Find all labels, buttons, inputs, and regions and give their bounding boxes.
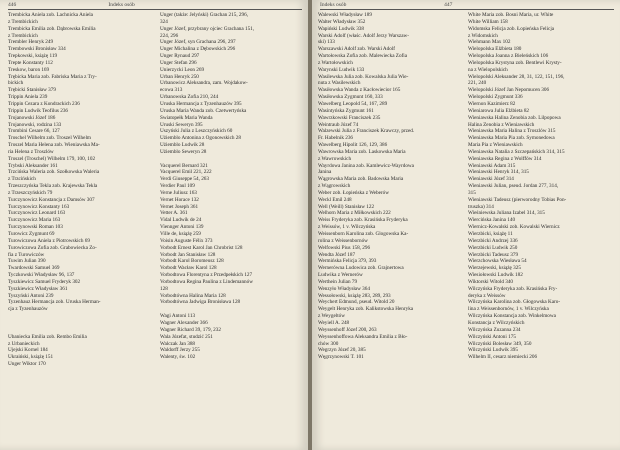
index-entry: Trojanowski, rodzina 133 [8,121,62,128]
index-spacer [160,306,300,313]
index-entry: Uruska Maria Wanda zob. Czetwertyńska [160,107,247,114]
index-entry: Wilczyński Ludwik 395 [468,347,518,354]
index-entry: lina z Weissenbornów, 1 v. Wilczyńska [468,306,549,313]
index-entry: Vorbodt Jan Stanisław 128 [160,251,216,258]
index-entry: Wieniawska Maria Halina z Troszlów 315 [468,128,556,135]
index-entry: Halina Zenobia z Wieniawskich [468,121,535,128]
index-entry: Vorbodtowa Florentyna z Przedpełskich 127 [160,272,253,279]
index-entry: Weissenborn Karolina zob. Glogowska Ka- [318,231,409,237]
index-entry: Vernet Joseph 361 [160,203,199,210]
index-entry: na z Wielopolskich [468,66,508,73]
index-entry: Urbanowicz Aleksandra, zam. Wojdakow- [160,80,248,87]
index-entry: Wierzchowska Wiesława 54 [468,258,527,265]
index-entry: Wegrzyn Józef 20, 385 [318,347,366,354]
index-entry: Wenzyło Władysław 364 [318,285,370,292]
index-entry: Trippin Aniela 239 [8,94,48,101]
index-entry: Wilczyński Bolesław 349, 350 [468,340,532,347]
index-entry: White William 158 [468,18,508,25]
index-entry: Wiehmann Max 102 [468,39,511,46]
index-spacer [8,313,148,320]
index-entry: Trippin Ludwik Teofilus 236 [8,107,69,114]
right-page-number: 447 [444,2,453,8]
index-entry: Wasilewska Julia zob. Kowalska Julia Wie- [318,73,409,80]
index-entry: Wilczyńska Karolina zob. Głogowska Karo- [468,299,561,306]
index-entry: Wągrowska Maria zob. Badowska Maria [318,176,404,183]
left-page-header [8,2,135,8]
index-entry: Wierzbicki Ludwik 250 [468,244,518,251]
index-entry: Wieśniewska Juliana Izabel 314, 315 [468,210,545,217]
index-entry: Wiesiołowski Ludwik 182 [468,272,523,279]
index-entry: Turowiczowa Aniela z Piotrowskich 69 [8,237,90,244]
index-entry: Wieniawski Józef 314 [468,176,514,183]
index-entry: Ubaniecka Emilia zob. Rembo Emilia [8,333,87,340]
index-entry: Uszyński Julia z Leszczyńskich 60 [160,128,233,135]
index-entry: Turczynowicz Konstancja z Damsów 307 [8,196,95,203]
left-page [0,0,308,450]
index-entry: Tyszyński Antoni 239 [8,292,54,299]
index-entry: Vacquerel Emil 221, 222 [160,169,212,176]
index-entry: Ukraiński, książę 151 [8,354,54,361]
index-entry: Wilczyński Antoni 175 [468,333,516,340]
index-entry: Unger Wiktor 170 [8,361,46,368]
index-entry: Vernet Horace 132 [160,196,199,203]
index-entry: Wernerówna Ludowica zob. Grajnertowa [318,265,404,272]
index-entry: Wielopolski Józef Jan Nepomucen 306 [468,87,550,94]
index-entry: Wierzbicki Andrzej 336 [468,237,518,244]
index-entry: Vorbodt Wacław Karol 128 [160,265,217,272]
index-entry: 128 [160,285,168,292]
index-entry: Użiemblo Antonina z Ogonowskich 28 [160,135,241,142]
right-page-header [320,2,452,8]
index-entry: Urban Henryk 250 [160,73,199,80]
index-entry: Unierzycki Leon 269 [160,66,205,73]
index-entry: Welhorn Maria z Miłkowskich 222 [318,210,391,217]
index-entry: Wierzbicki, książę 11 [468,231,513,237]
index-entry: Well (Weill) Stanisław 122 [318,203,375,210]
index-entry: bickich [8,80,24,87]
index-entry: Trembowski Bronisław 334 [8,46,66,53]
index-entry: Turowiczowa Zofia zob. Grabowiecka Zo- [8,244,97,251]
index-entry: truszka) 314 [468,203,494,210]
index-entry: Wagi Antoni 113 [160,313,196,320]
index-entry: Twardowski Samuel 369 [8,265,60,272]
index-entry: Wieniawska Halina Zenobia zob. Lilpopowa [468,114,561,121]
index-entry: Unger Józef, syn Grachana 296, 297 [160,39,236,46]
index-entry: Wayrdowa Janina zob. Kamlewicz-Wayrdowa [318,162,414,169]
index-entry: Wieniawski Julian, pseud. Jordan 277, 314, [468,183,559,190]
index-entry: Wielopolski Aleksander 28, 31, 122, 151, 196, [468,73,565,80]
index-entry: Fr. Habelnik 236 [318,135,354,142]
index-entry: Widomska Felicja zob. Łopieńska Felicja [468,25,555,32]
index-entry: z Trzcińskich [8,176,36,183]
index-entry: Wiktorski Witold 340 [468,278,514,285]
index-entry: Urbanowska Zofia 210, 244 [160,94,219,101]
index-entry: z Trembickich [8,18,38,25]
index-entry: Turczynowski Roman 103 [8,224,63,231]
index-entry: chów 300 [318,340,339,347]
index-entry: 224, 296 [160,32,179,39]
index-entry: Tyczkowski Władysław 96, 137 [8,272,75,279]
index-entry: Wieniawska Regina z Wolffów 314 [468,155,542,162]
index-entry: Uruski Seweryn 395 [160,121,203,128]
index-entry: Wielopolska Krystyna zob. Bentlewi Krysty- [468,59,562,66]
index-entry: Wapiński Ludwik 338 [318,25,364,32]
index-entry: Wagner Richard 39, 179, 232 [160,326,221,333]
index-entry: Weber zob. Łopieńska z Weberów [318,189,389,196]
index-entry: Trembicka Emilia zob. Dąbrowska Emilia [8,25,96,32]
index-entry: Wala Józefat, studzić 251 [160,333,213,340]
index-entry: 315 [468,189,476,196]
index-entry: z Trembickich [8,32,38,39]
index-entry: z Wawrowskich [318,155,352,162]
index-entry: Tyszkiewicz Władysław 361 [8,285,68,292]
index-entry: Maria Pia z Wieniawskich [468,142,523,149]
index-entry: Wermińska Felicja 379, 393 [318,258,377,265]
index-entry: z Wągrowskich [318,183,351,190]
index-entry: Trombini Cesare 66, 127 [8,128,60,135]
index-spacer [160,156,300,163]
index-entry: Wieniawski Adam 315 [468,162,516,169]
index-entry: Wieniawska Maria Pia zob. Symonedowa [468,135,555,142]
index-entry: Vorbodt Ernest Karol Jan Chrobrist 128 [160,244,243,251]
index-entry: z Wartołowskich [318,59,353,66]
index-entry: Unger Stefan 296 [160,59,197,66]
index-entry: Warynski Ludwik 133 [318,66,365,73]
right-page [312,0,620,450]
index-spacer [8,320,148,327]
index-entry: Voisin Auguste Félix 373 [160,237,213,244]
index-entry: Wiernicz-Kowalski zob. Kowalski Wiernicz [468,224,560,231]
index-entry: z Weygeltów [318,313,346,320]
index-entry: 221, 240 [468,80,487,87]
index-entry: Trepkowski, książę 119 [8,53,58,60]
index-entry: Wasintyńska Zygmunt 161 [318,107,374,114]
index-entry: Ujejski Kornel 184 [8,347,48,354]
index-entry: z Weissów, 1 v. Wilczyńska [318,224,376,231]
index-entry: Wawrzkowski Franciszek 235 [318,114,381,121]
index-entry: Wierzejewski, książę 325 [468,265,521,272]
index-entry: Tyszkiewicz Samuel Fryderyk 302 [8,278,81,285]
index-entry: Weyssenhoffowa Aleksandra Emilia z Bło- [318,333,408,340]
index-entry: Warszawski Adolf zob. Warski Adolf [318,46,396,53]
index-entry: ski) 133 [318,39,335,46]
index-entry: Trepte Konstanty 112 [8,59,53,66]
index-entry: Trembler Henryk 249 [8,39,54,46]
left-index-column-2 [160,12,300,361]
index-entry: Światopełk Maria Wanda [160,114,213,121]
index-entry: Waldorff Jerzy 255 [160,347,200,354]
index-entry: Janina [318,169,332,176]
index-entry: Turczynowicz Konstanty 163 [8,203,70,210]
index-entry: Vetter A. 361 [160,210,188,217]
index-entry: Wasiłowska Wanda z Kacłowiecior 165 [318,87,401,94]
index-entry: Walenty, św. 102 [160,354,196,361]
index-entry: Vacquerel Bernard 321 [160,162,208,169]
index-entry: Użiemblo Seweryn 28 [160,148,207,155]
index-entry: Verdi Giuseppe 54, 263 [160,176,209,183]
index-entry: Węgrzynowski T. 101 [318,354,364,361]
index-entry: Wessołowski, książę 283, 289, 293 [318,292,391,299]
index-entry: Wartołowska Zofia zob. Malewiecka Zofia [318,53,408,60]
index-entry: Trębicki Stanisław 379 [8,87,56,94]
index-entry: Wierzbicki Tadeusz 379 [468,251,519,258]
index-entry: Tyzenhauz Hermancja zob. Uruska Herman- [8,299,101,306]
index-entry: Vorbodtowa Regina Paulina z Lindemannów [160,278,253,285]
index-entry: Wawelberg Hipolit 126, 129, 386 [318,142,388,149]
index-entry: Unger Michalina z Dębowskich 296 [160,46,236,53]
right-index-column-1 [318,12,458,361]
index-entry: Wiernon Kazimierz 82 [468,100,516,107]
index-entry: Weyssenhoff Józef 200, 263 [318,326,377,333]
index-entry: White Maria zob. Bosni Maria, ur. White [468,12,554,18]
right-index-column-2 [468,12,608,361]
left-page-number: 446 [8,2,17,8]
index-entry: Wieniarowa Julia Elżbieta 82 [468,107,530,114]
index-entry: Walewski Władysław 189 [318,12,372,18]
index-entry: Troszel Maria Helena zob. Wieniawska Ma- [8,142,100,149]
index-entry: z Widomskich [468,32,498,39]
index-entry: rolina z Weissenbornów [318,237,368,244]
index-spacer [8,327,148,334]
index-entry: Trembicka Aniela zob. Lachnicka Aniela [8,12,93,18]
index-entry: Wilczyńska Fryderyka zob. Krasińska Fry- [468,285,558,292]
index-entry: Troschel Wilhelm zob. Troszel Wilhelm [8,135,91,142]
right-running-head: Indeks osób [320,2,347,8]
index-entry: Wiercińska Janina 140 [468,217,516,224]
index-entry: Vorbodtówna Jadwiga Bronisława 128 [160,299,241,306]
index-entry: Warski Adolf (właśc. Adolf Jerzy Warszaw- [318,32,409,39]
index-entry: Troszel (Troschel) Wilhelm 179, 100, 102 [8,155,96,162]
index-entry: Weygelt Henryka zob. Kalikstowska Henryka [318,306,414,313]
index-entry: Welfowski Pius 158, 296 [318,244,371,251]
index-entry: Treskow, baron 169 [8,66,50,73]
index-entry: cja z Tyzenhauzów [8,306,48,313]
index-entry: Wasiłowska Zygmunt 160, 333 [318,94,383,101]
index-entry: Unger (także: Jelyński) Grachan 215, 296, [160,12,249,18]
index-entry: Uruska Hermancja z Tyzenhauzów 395 [160,100,242,107]
index-entry: Wieniawski Henryk 314, 315 [468,169,529,176]
index-entry: z Trzeszczyńskich 79 [8,189,53,196]
index-entry: deryka z Weissów [468,292,506,299]
index-entry: Wilczyńska Zuzanna 234 [468,326,521,333]
index-entry: Viennger Antoni 139 [160,224,204,231]
index-entry: Walzewski Julia z Franciszek Krawczy, przed. [318,128,415,135]
index-entry: Wieniawska Natalia z Szczepańskich 314, 315 [468,148,565,155]
index-entry: Weintraub Józef 74 [318,121,359,128]
index-entry: Weyiell A. 248 [318,319,350,326]
index-entry: ecowa 313 [160,87,183,94]
index-entry: z Urbanieckich [8,340,40,347]
index-entry: Wawelberg Leopold 54, 167, 289 [318,100,388,107]
index-entry: Turowicz Zygmunt 69 [8,231,55,237]
index-entry: 324 [160,18,168,25]
index-entry: Turczynowicz Leonard 163 [8,210,66,217]
index-entry: Trippin Cezara z Kondrackich 236 [8,100,80,107]
index-entry: Ludwika z Wernerów [318,272,363,279]
left-header-rule [8,9,302,10]
index-entry: Wawrowska Maria zob. Laskowska Maria [318,148,406,155]
index-entry: Użiemblo Ludwik 28 [160,142,205,149]
left-running-head: Indeks osób [108,2,135,8]
index-entry: Trzeszczyńska Tekla zob. Krajewska Tekla [8,183,98,190]
index-entry: Walczak Jan 388 [160,340,196,347]
index-entry: Unger Rynaud 297 [160,53,200,60]
left-index-column-1 [8,12,148,368]
index-entry: Tuwim Julian 390 [8,258,46,265]
index-entry: Walter Władysław 352 [318,18,366,25]
index-entry: Weychert Edmund, pseud. Witold 20 [318,299,395,306]
index-entry: ria Helena z Troszlów [8,148,54,155]
index-entry: Weiss Fryderyka zob. Krasińska Fryderyka [318,217,408,224]
index-entry: Wilczyńska Konstancja zob. Winkelmowa [468,313,556,320]
index-entry: Wagner Alexander 366 [160,319,208,326]
index-entry: Turczynowicz Maria 163 [8,217,61,224]
index-entry: Trębicka Maria zob. Fabriska Maria z Try- [8,73,97,80]
index-entry: Vorbodtówna Halina Maria 128 [160,292,226,299]
index-entry: nuta z Wasilewskich [318,80,361,87]
index-entry: Vidal Ludwik de 24 [160,217,202,224]
index-entry: Trybski Aleksander 161 [8,162,58,169]
index-entry: Wielopolski Zygmunt 336 [468,94,523,101]
index-entry: Weckl Emil 248 [318,196,352,203]
index-entry: Wielopolska Elżbieta 180 [468,46,522,53]
index-entry: Verne Juliusz 163 [160,189,197,196]
index-entry: Ville de, książę 259 [160,231,201,237]
index-entry: Wilhelm II, cesarz niemiecki 206 [468,354,538,361]
right-header-rule [320,9,614,10]
index-entry: Unger Józef, przybrany ojciec Grachana 151, [160,25,255,32]
index-entry: Werthein Julian 79 [318,278,358,285]
index-entry: Trojanowski Józef 186 [8,114,56,121]
index-entry: Trzcińska Waleria zob. Szołkowska Waleria [8,169,100,176]
index-entry: Wendta Józef 187 [318,251,356,258]
index-entry: Verdier Paul 109 [160,183,195,190]
index-entry: Wielopolska Joanna z Bieleńskich 106 [468,53,549,60]
index-entry: Konstancja z Wilczyńskich [468,319,525,326]
index-entry: Wieniawski Tadeusz (pierworodny Tobias Pon- [468,196,567,203]
index-entry: fia z Turowiczów [8,251,45,258]
index-entry: Vorbodt Karol Boromeusz 128 [160,258,224,265]
